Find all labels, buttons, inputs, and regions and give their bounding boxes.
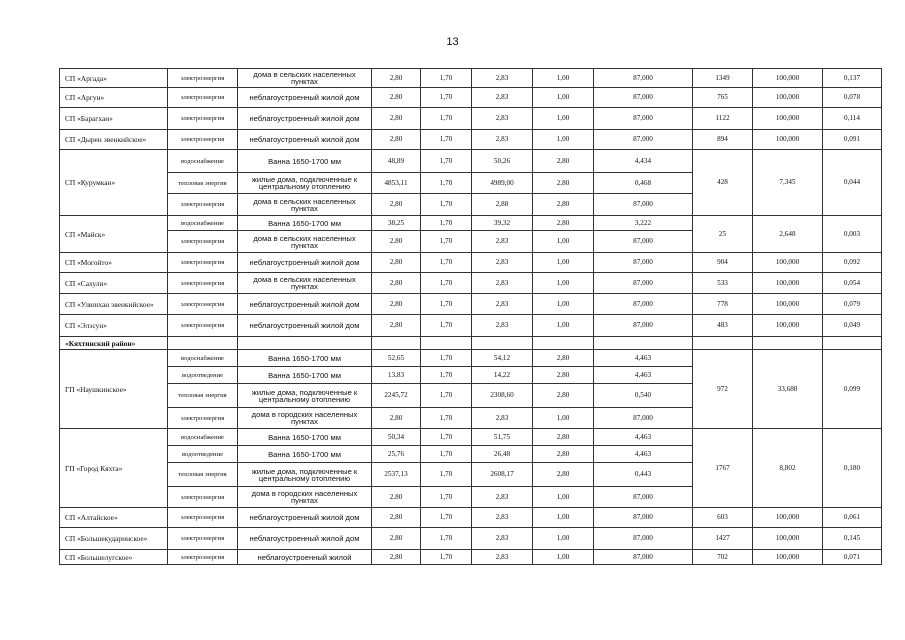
settlement-name: СП «Большекударинское»: [60, 528, 168, 550]
value-cell: 2,83: [472, 130, 533, 150]
empty-cell: [693, 337, 753, 350]
value-cell: 1,70: [421, 173, 472, 194]
housing-category: дома в сельских населенных пунктах: [238, 231, 372, 253]
percent-cell: 100,000: [753, 294, 823, 315]
value-cell: 1,00: [533, 408, 594, 429]
settlement-name: СП «Сахули»: [60, 273, 168, 294]
housing-category: жилые дома, подключенные к центральному отоплению: [238, 463, 372, 487]
value-cell: 52,65: [372, 350, 421, 367]
resource-type: электроэнергия: [168, 253, 238, 273]
percent-cell: 100,000: [753, 130, 823, 150]
value-cell: 2,80: [372, 88, 421, 108]
value-cell: 2,83: [472, 528, 533, 550]
settlement-name: СП «Дырен эвенкийское»: [60, 130, 168, 150]
district-name: «Кяхтинский район»: [60, 337, 168, 350]
value-cell: 1,70: [421, 315, 472, 337]
percent-cell: 100,000: [753, 273, 823, 294]
value-cell: 1,70: [421, 108, 472, 130]
resource-type: электроэнергия: [168, 550, 238, 565]
housing-category: дома в городских населенных пунктах: [238, 408, 372, 429]
value-cell: 1,70: [421, 294, 472, 315]
value-cell: 2,80: [372, 550, 421, 565]
empty-cell: [594, 337, 693, 350]
table-row: [60, 508, 882, 528]
percent-cell: 33,680: [753, 350, 823, 429]
population-cell: 483: [693, 315, 753, 337]
index-cell: 0,099: [823, 350, 882, 429]
value-cell: 1,70: [421, 88, 472, 108]
population-cell: 765: [693, 88, 753, 108]
value-cell: 1,00: [533, 130, 594, 150]
value-cell: 2,80: [372, 508, 421, 528]
housing-category: неблагоустроенный жилой: [238, 550, 372, 565]
value-cell: 2,83: [472, 508, 533, 528]
value-cell: 2,88: [472, 194, 533, 216]
value-cell: 50,34: [372, 429, 421, 446]
table-row: [60, 294, 882, 315]
resource-type: водоотведение: [168, 367, 238, 384]
value-cell: 1,70: [421, 550, 472, 565]
value-cell: 25,76: [372, 446, 421, 463]
population-cell: 894: [693, 130, 753, 150]
value-cell: 3,222: [594, 216, 693, 231]
table-row: [60, 350, 882, 367]
value-cell: 2,83: [472, 231, 533, 253]
tariff-table: [59, 68, 882, 565]
value-cell: 1,70: [421, 231, 472, 253]
value-cell: 51,75: [472, 429, 533, 446]
table-row: [60, 150, 882, 173]
value-cell: 2,80: [533, 216, 594, 231]
settlement-name: СП «Улюнхан эвенкийское»: [60, 294, 168, 315]
value-cell: 87,000: [594, 294, 693, 315]
table-row: [60, 253, 882, 273]
population-cell: 25: [693, 216, 753, 253]
value-cell: 87,000: [594, 528, 693, 550]
housing-category: Ванна 1650-1700 мм: [238, 216, 372, 231]
value-cell: 2,80: [372, 69, 421, 88]
value-cell: 1,70: [421, 463, 472, 487]
percent-cell: 100,000: [753, 108, 823, 130]
table-row: [60, 429, 882, 446]
value-cell: 2,80: [372, 528, 421, 550]
value-cell: 2,80: [372, 108, 421, 130]
index-cell: 0,061: [823, 508, 882, 528]
housing-category: неблагоустроенный жилой дом: [238, 108, 372, 130]
value-cell: 1,70: [421, 487, 472, 508]
resource-type: электроэнергия: [168, 528, 238, 550]
housing-category: неблагоустроенный жилой дом: [238, 508, 372, 528]
housing-category: Ванна 1650-1700 мм: [238, 367, 372, 384]
table-row: [60, 108, 882, 130]
resource-type: электроэнергия: [168, 231, 238, 253]
housing-category: неблагоустроенный жилой дом: [238, 130, 372, 150]
value-cell: 2,83: [472, 253, 533, 273]
settlement-name: ГП «Наушкинское»: [60, 350, 168, 429]
value-cell: 38,25: [372, 216, 421, 231]
value-cell: 1,00: [533, 508, 594, 528]
housing-category: дома в сельских населенных пунктах: [238, 194, 372, 216]
housing-category: неблагоустроенный жилой дом: [238, 528, 372, 550]
index-cell: 0,049: [823, 315, 882, 337]
population-cell: 972: [693, 350, 753, 429]
value-cell: 87,000: [594, 487, 693, 508]
value-cell: 2,80: [533, 446, 594, 463]
population-cell: 428: [693, 150, 753, 216]
value-cell: 2,83: [472, 550, 533, 565]
housing-category: дома в сельских населенных пунктах: [238, 69, 372, 88]
page-number: 13: [446, 36, 459, 48]
table-row: [60, 550, 882, 565]
value-cell: 50,26: [472, 150, 533, 173]
value-cell: 1,00: [533, 253, 594, 273]
table-row: [60, 273, 882, 294]
index-cell: 0,054: [823, 273, 882, 294]
value-cell: 1,00: [533, 528, 594, 550]
value-cell: 4,463: [594, 350, 693, 367]
population-cell: 533: [693, 273, 753, 294]
housing-category: неблагоустроенный жилой дом: [238, 88, 372, 108]
table-body: [60, 69, 882, 565]
settlement-name: ГП «Город Кяхта»: [60, 429, 168, 508]
value-cell: 1,70: [421, 429, 472, 446]
resource-type: тепловая энергия: [168, 173, 238, 194]
percent-cell: 100,000: [753, 88, 823, 108]
settlement-name: СП «Аргун»: [60, 88, 168, 108]
table-row: [60, 88, 882, 108]
table-row: [60, 528, 882, 550]
index-cell: 0,071: [823, 550, 882, 565]
index-cell: 0,003: [823, 216, 882, 253]
value-cell: 1,70: [421, 194, 472, 216]
empty-cell: [472, 337, 533, 350]
index-cell: 0,044: [823, 150, 882, 216]
index-cell: 0,092: [823, 253, 882, 273]
value-cell: 39,32: [472, 216, 533, 231]
value-cell: 87,000: [594, 315, 693, 337]
percent-cell: 2,648: [753, 216, 823, 253]
value-cell: 87,000: [594, 408, 693, 429]
resource-type: электроэнергия: [168, 294, 238, 315]
value-cell: 48,89: [372, 150, 421, 173]
value-cell: 1,70: [421, 253, 472, 273]
index-cell: 0,145: [823, 528, 882, 550]
value-cell: 2,80: [372, 487, 421, 508]
district-row: [60, 337, 882, 350]
value-cell: 2,83: [472, 273, 533, 294]
index-cell: 0,079: [823, 294, 882, 315]
percent-cell: 8,802: [753, 429, 823, 508]
percent-cell: 100,000: [753, 508, 823, 528]
value-cell: 1,70: [421, 367, 472, 384]
value-cell: 1,00: [533, 108, 594, 130]
empty-cell: [372, 337, 421, 350]
value-cell: 87,000: [594, 508, 693, 528]
table-row: [60, 216, 882, 231]
percent-cell: 100,000: [753, 550, 823, 565]
value-cell: 13,83: [372, 367, 421, 384]
resource-type: электроэнергия: [168, 508, 238, 528]
empty-cell: [421, 337, 472, 350]
value-cell: 2608,17: [472, 463, 533, 487]
value-cell: 2,80: [372, 253, 421, 273]
resource-type: электроэнергия: [168, 487, 238, 508]
settlement-name: СП «Могойто»: [60, 253, 168, 273]
value-cell: 1,00: [533, 550, 594, 565]
resource-type: водоснабжение: [168, 350, 238, 367]
housing-category: жилые дома, подключенные к центральному отоплению: [238, 384, 372, 408]
value-cell: 4,463: [594, 367, 693, 384]
value-cell: 26,48: [472, 446, 533, 463]
value-cell: 1,70: [421, 350, 472, 367]
value-cell: 2,83: [472, 315, 533, 337]
resource-type: водоснабжение: [168, 150, 238, 173]
index-cell: 0,114: [823, 108, 882, 130]
population-cell: 603: [693, 508, 753, 528]
index-cell: 0,180: [823, 429, 882, 508]
value-cell: 2,80: [533, 173, 594, 194]
value-cell: 4853,11: [372, 173, 421, 194]
population-cell: 702: [693, 550, 753, 565]
resource-type: водоснабжение: [168, 429, 238, 446]
percent-cell: 100,000: [753, 315, 823, 337]
settlement-name: СП «Курумкан»: [60, 150, 168, 216]
empty-cell: [168, 337, 238, 350]
resource-type: электроэнергия: [168, 88, 238, 108]
value-cell: 87,000: [594, 88, 693, 108]
value-cell: 14,22: [472, 367, 533, 384]
value-cell: 0,540: [594, 384, 693, 408]
housing-category: Ванна 1650-1700 мм: [238, 446, 372, 463]
value-cell: 1,00: [533, 69, 594, 88]
settlement-name: СП «Большелугское»: [60, 550, 168, 565]
value-cell: 2,83: [472, 88, 533, 108]
value-cell: 2,80: [372, 315, 421, 337]
value-cell: 0,468: [594, 173, 693, 194]
table-row: [60, 69, 882, 88]
value-cell: 1,70: [421, 150, 472, 173]
value-cell: 87,000: [594, 253, 693, 273]
resource-type: тепловая энергия: [168, 384, 238, 408]
population-cell: 1122: [693, 108, 753, 130]
value-cell: 1,70: [421, 528, 472, 550]
value-cell: 87,000: [594, 273, 693, 294]
housing-category: неблагоустроенный жилой дом: [238, 253, 372, 273]
value-cell: 1,00: [533, 315, 594, 337]
settlement-name: СП «Элэсун»: [60, 315, 168, 337]
housing-category: жилые дома, подключенные к центральному отоплению: [238, 173, 372, 194]
value-cell: 1,70: [421, 69, 472, 88]
settlement-name: СП «Алтайское»: [60, 508, 168, 528]
value-cell: 4,463: [594, 446, 693, 463]
resource-type: электроэнергия: [168, 315, 238, 337]
value-cell: 87,000: [594, 69, 693, 88]
percent-cell: 100,000: [753, 528, 823, 550]
value-cell: 2,80: [533, 429, 594, 446]
value-cell: 2,83: [472, 108, 533, 130]
resource-type: электроэнергия: [168, 130, 238, 150]
value-cell: 2308,60: [472, 384, 533, 408]
value-cell: 2,80: [533, 150, 594, 173]
percent-cell: 100,000: [753, 253, 823, 273]
value-cell: 2,80: [372, 130, 421, 150]
value-cell: 54,12: [472, 350, 533, 367]
value-cell: 87,000: [594, 231, 693, 253]
value-cell: 1,70: [421, 216, 472, 231]
value-cell: 2245,72: [372, 384, 421, 408]
percent-cell: 100,000: [753, 69, 823, 88]
value-cell: 2,83: [472, 408, 533, 429]
value-cell: 2,83: [472, 69, 533, 88]
table-row: [60, 315, 882, 337]
value-cell: 2,80: [372, 294, 421, 315]
value-cell: 2,80: [533, 350, 594, 367]
value-cell: 1,70: [421, 130, 472, 150]
value-cell: 2,80: [533, 194, 594, 216]
resource-type: электроэнергия: [168, 194, 238, 216]
value-cell: 2,80: [533, 463, 594, 487]
empty-cell: [533, 337, 594, 350]
value-cell: 87,000: [594, 108, 693, 130]
value-cell: 2,80: [533, 384, 594, 408]
value-cell: 2,80: [372, 273, 421, 294]
value-cell: 2537,13: [372, 463, 421, 487]
percent-cell: 7,345: [753, 150, 823, 216]
population-cell: 904: [693, 253, 753, 273]
value-cell: 0,443: [594, 463, 693, 487]
housing-category: Ванна 1650-1700 мм: [238, 350, 372, 367]
value-cell: 2,80: [372, 231, 421, 253]
value-cell: 4,434: [594, 150, 693, 173]
value-cell: 4989,00: [472, 173, 533, 194]
table-row: [60, 130, 882, 150]
value-cell: 1,70: [421, 508, 472, 528]
resource-type: электроэнергия: [168, 108, 238, 130]
index-cell: 0,137: [823, 69, 882, 88]
value-cell: 2,83: [472, 487, 533, 508]
housing-category: неблагоустроенный жилой дом: [238, 315, 372, 337]
value-cell: 1,70: [421, 446, 472, 463]
settlement-name: СП «Барагхан»: [60, 108, 168, 130]
value-cell: 2,83: [472, 294, 533, 315]
housing-category: дома в городских населенных пунктах: [238, 487, 372, 508]
value-cell: 87,000: [594, 130, 693, 150]
resource-type: водоотведение: [168, 446, 238, 463]
value-cell: 4,463: [594, 429, 693, 446]
empty-cell: [823, 337, 882, 350]
index-cell: 0,091: [823, 130, 882, 150]
empty-cell: [238, 337, 372, 350]
settlement-name: СП «Аргада»: [60, 69, 168, 88]
resource-type: водоснабжение: [168, 216, 238, 231]
value-cell: 1,00: [533, 294, 594, 315]
housing-category: Ванна 1650-1700 мм: [238, 429, 372, 446]
housing-category: неблагоустроенный жилой дом: [238, 294, 372, 315]
housing-category: дома в сельских населенных пунктах: [238, 273, 372, 294]
value-cell: 1,00: [533, 231, 594, 253]
value-cell: 1,70: [421, 273, 472, 294]
population-cell: 1427: [693, 528, 753, 550]
resource-type: тепловая энергия: [168, 463, 238, 487]
value-cell: 1,00: [533, 273, 594, 294]
value-cell: 1,70: [421, 384, 472, 408]
empty-cell: [753, 337, 823, 350]
resource-type: электроэнергия: [168, 408, 238, 429]
value-cell: 2,80: [372, 408, 421, 429]
settlement-name: СП «Майск»: [60, 216, 168, 253]
resource-type: электроэнергия: [168, 273, 238, 294]
value-cell: 2,80: [533, 367, 594, 384]
index-cell: 0,078: [823, 88, 882, 108]
population-cell: 778: [693, 294, 753, 315]
value-cell: 87,000: [594, 194, 693, 216]
value-cell: 1,70: [421, 408, 472, 429]
value-cell: 87,000: [594, 550, 693, 565]
housing-category: Ванна 1650-1700 мм: [238, 150, 372, 173]
value-cell: 2,80: [372, 194, 421, 216]
value-cell: 1,00: [533, 487, 594, 508]
population-cell: 1349: [693, 69, 753, 88]
resource-type: электроэнергия: [168, 69, 238, 88]
population-cell: 1767: [693, 429, 753, 508]
value-cell: 1,00: [533, 88, 594, 108]
